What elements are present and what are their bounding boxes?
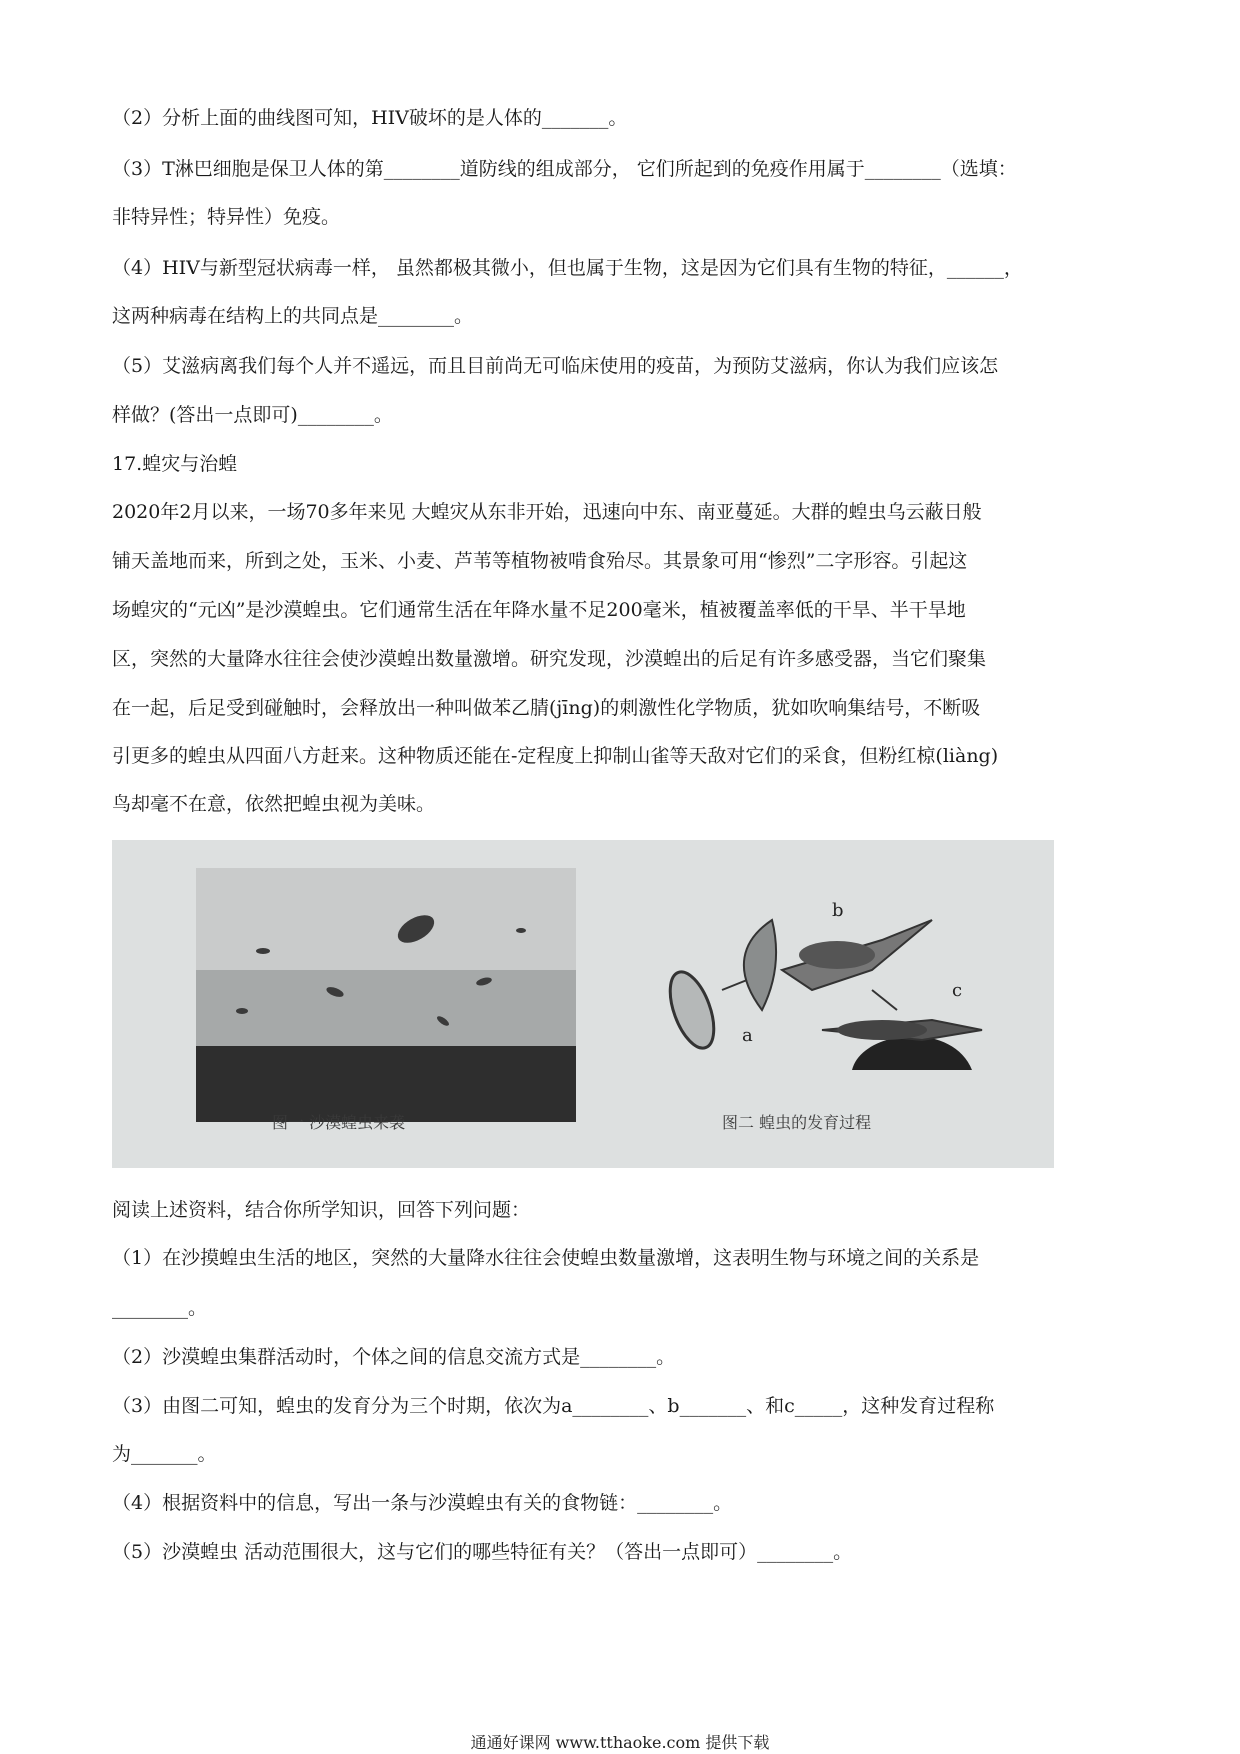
figure2-caption: 图二 蝗虫的发育过程	[722, 1113, 872, 1132]
stage-label-a: a	[742, 1025, 753, 1046]
question-17-3-line1: （3）由图二可知，蝗虫的发育分为三个时期，依次为a________、b_______、和c_____，这种发育过程称	[112, 1395, 995, 1417]
locust-development-diagram	[622, 860, 1042, 1100]
question-17-title: 17.蝗灾与治蝗	[112, 453, 238, 475]
passage-line-7: 鸟却毫不在意，依然把蝗虫视为美味。	[112, 793, 436, 815]
reading-instruction: 阅读上述资料，结合你所学知识，回答下列问题：	[112, 1199, 531, 1221]
question-16-2: （2）分析上面的曲线图可知，HIV破坏的是人体的_______。	[112, 107, 628, 129]
locust-figure	[112, 840, 1054, 1168]
question-17-3-line2: 为_______。	[112, 1443, 217, 1465]
page-footer: 通通好课网 www.tthaoke.com 提供下载	[470, 1733, 770, 1752]
question-17-4: （4）根据资料中的信息，写出一条与沙漠蝗虫有关的食物链：________。	[112, 1492, 733, 1514]
question-16-3-line1: （3）T淋巴细胞是保卫人体的第________道防线的组成部分， 它们所起到的免疫作用属于________（选填：	[112, 158, 1017, 180]
question-17-5: （5）沙漠蝗虫 活动范围很大，这与它们的哪些特征有关？（答出一点即可）________。	[112, 1541, 853, 1563]
passage-line-6: 引更多的蝗虫从四面八方赶来。这种物质还能在-定程度上抑制山雀等天敌对它们的采食，但粉红椋(liàng)	[112, 745, 999, 767]
stage-label-c: c	[952, 980, 963, 1001]
passage-line-3: 场蝗灾的“元凶”是沙漠蝗虫。它们通常生活在年降水量不足200毫米，植被覆盖率低的干旱、半干旱地	[112, 599, 966, 621]
question-17-1-line1: （1）在沙摸蝗虫生活的地区，突然的大量降水往往会使蝗虫数量激增，这表明生物与环境之间的关系是	[112, 1247, 980, 1269]
locust-swarm-photo	[196, 868, 576, 1122]
development-stages-drawing	[622, 860, 1042, 1100]
passage-line-4: 区，突然的大量降水往往会使沙漠蝗出数量激增。研究发现，沙漠蝗出的后足有许多感受器，当它们聚集	[112, 648, 987, 670]
question-16-5-line2: 样做？(答出一点即可)________。	[112, 404, 393, 426]
question-16-4-line1: （4）HIV与新型冠状病毒一样， 虽然都极其微小，但也属于生物，这是因为它们具有生物的特征，______，	[112, 257, 1023, 279]
question-16-3-line2: 非特异性；特异性）免疫。	[112, 206, 341, 228]
question-16-5-line1: （5）艾滋病离我们每个人并不遥远，而且目前尚无可临床使用的疫苗，为预防艾滋病，你认为我们应该怎	[112, 355, 999, 377]
question-17-2: （2）沙漠蝗虫集群活动时，个体之间的信息交流方式是________。	[112, 1346, 676, 1368]
passage-line-5: 在一起，后足受到碰触时，会释放出一种叫做苯乙腈(jīng)的刺激性化学物质，犹如吹响集结号，不断吸	[112, 697, 981, 719]
question-17-1-line2: ________。	[112, 1297, 208, 1319]
stage-label-b: b	[832, 900, 844, 921]
passage-line-2: 铺天盖地而来，所到之处，玉米、小麦、芦苇等植物被啃食殆尽。其景象可用“惨烈”二字形容。引起这	[112, 550, 968, 572]
passage-line-1: 2020年2月以来，一场70多年来见 大蝗灾从东非开始，迅速向中东、南亚蔓延。大群的蝗虫乌云蔽日般	[112, 501, 982, 523]
question-16-4-line2: 这两种病毒在结构上的共同点是________。	[112, 305, 474, 327]
figure1-caption: 图一 沙漠蝗虫来袭	[272, 1113, 406, 1132]
